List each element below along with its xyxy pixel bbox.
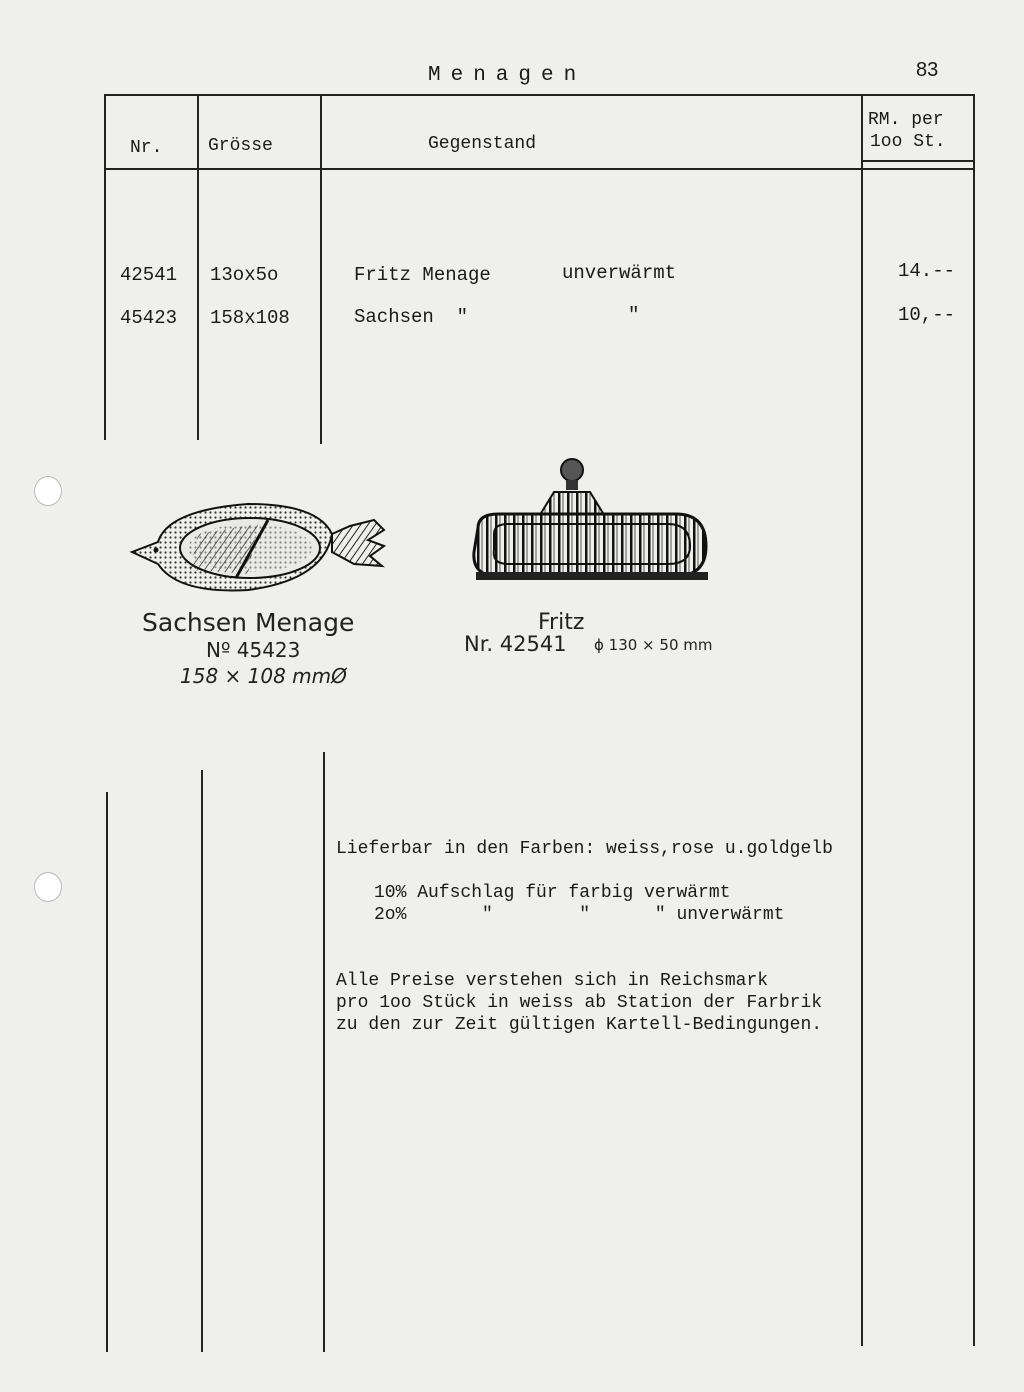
column-line-nr: [197, 94, 199, 440]
header-nr: Nr.: [130, 138, 163, 158]
prices-line2: pro 1oo Stück in weiss ab Station der Farbrik: [336, 993, 823, 1013]
row1-price: 14.--: [898, 260, 956, 282]
row2-price: 10,--: [898, 304, 956, 326]
punch-hole-top: [34, 476, 62, 506]
column-line-groesse: [320, 94, 322, 444]
header-price-line1: RM. per: [868, 110, 944, 130]
fritz-caption-nr: Nr. 42541: [464, 632, 567, 656]
page-number: 83: [916, 59, 939, 81]
row1-groesse: 13ox5o: [210, 264, 279, 286]
sachsen-menage-illustration: [128, 490, 390, 610]
fritz-menage-illustration: [468, 456, 718, 586]
prices-line1: Alle Preise verstehen sich in Reichsmark: [336, 971, 769, 991]
row2-groesse: 158x108: [210, 307, 290, 329]
colors-note: Lieferbar in den Farben: weiss,rose u.goldgelb: [336, 839, 833, 859]
page-title: Menagen: [428, 64, 587, 87]
column-line-gegenstand: [861, 94, 863, 1346]
row2-note: ": [628, 304, 640, 326]
price-header-divider: [862, 160, 975, 162]
lower-line-groesse: [323, 752, 325, 1352]
prices-line3: zu den zur Zeit gültigen Kartell-Bedingungen.: [336, 1015, 823, 1035]
row2-gegenstand: Sachsen ": [354, 306, 469, 328]
row2-nr: 45423: [120, 307, 178, 329]
row1-note: unverwärmt: [562, 262, 677, 284]
table-top-border: [104, 94, 975, 96]
row1-nr: 42541: [120, 264, 178, 286]
punch-hole-bottom: [34, 872, 62, 902]
column-line-left: [104, 94, 106, 440]
header-gegenstand: Gegenstand: [428, 134, 537, 154]
sachsen-caption-size: 158 × 108 mmØ: [180, 664, 347, 688]
lower-line-nr: [201, 770, 203, 1352]
fritz-caption-name: Fritz: [538, 610, 585, 635]
header-groesse: Grösse: [208, 136, 273, 156]
lower-line-left: [106, 792, 108, 1352]
fritz-caption-size: ϕ 130 × 50 mm: [594, 636, 713, 654]
row1-gegenstand: Fritz Menage: [354, 264, 491, 286]
table-header-divider: [104, 168, 975, 170]
header-price-line2: 1oo St.: [870, 132, 946, 152]
surcharge-line2: 2o% " " " unverwärmt: [374, 905, 785, 925]
sachsen-caption-name: Sachsen Menage: [142, 608, 355, 637]
column-line-right: [973, 94, 975, 1346]
surcharge-line1: 10% Aufschlag für farbig verwärmt: [374, 883, 731, 903]
sachsen-caption-nr: Nº 45423: [206, 638, 301, 662]
